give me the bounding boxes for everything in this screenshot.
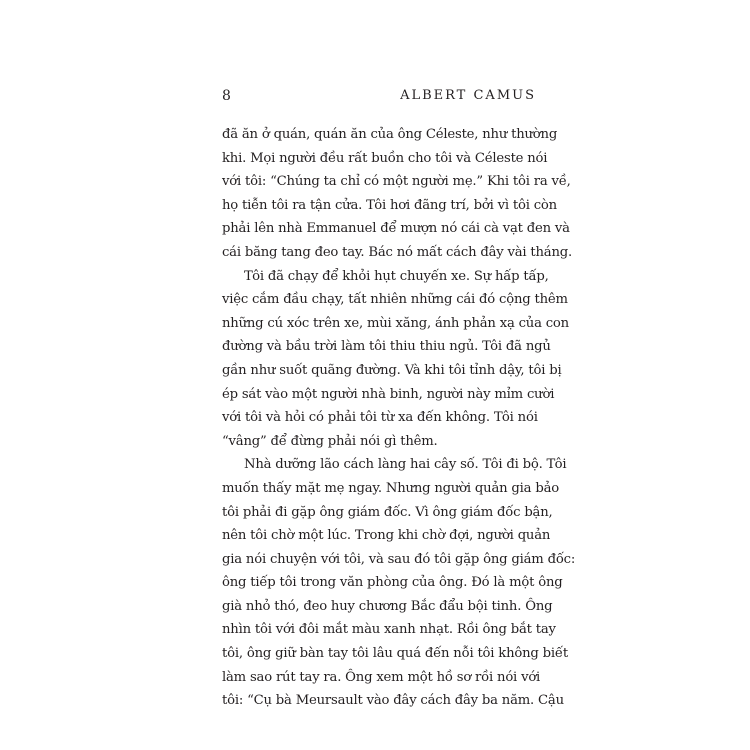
text-line: đường và bầu trời làm tôi thiu thiu ngủ. Tôi đã ngủ xyxy=(222,339,551,355)
text-line: làm sao rút tay ra. Ông xem một hồ sơ rồi nói với xyxy=(222,669,541,685)
text-line: phải lên nhà Emmanuel để mượn nó cái cà vạt đen và xyxy=(222,221,570,237)
text-line: với tôi: “Chúng ta chỉ có một người mẹ.” Khi tôi ra về, xyxy=(222,174,571,190)
text-line: những cú xóc trên xe, mùi xăng, ánh phản xạ của con xyxy=(222,315,569,331)
text-line: họ tiễn tôi ra tận cửa. Tôi hơi đãng trí, bởi vì tôi còn xyxy=(222,197,557,213)
text-line: tôi, ông giữ bàn tay tôi lâu quá đến nỗi tôi không biết xyxy=(222,646,568,662)
text-line: với tôi và hỏi có phải tôi từ xa đến không. Tôi nói xyxy=(222,410,538,426)
paragraph-end-line: “vâng” để đừng phải nói gì thêm. xyxy=(222,433,438,449)
body-text xyxy=(222,123,576,713)
text-line: tôi: “Cụ bà Meursault vào đây cách đây ba năm. Cậu xyxy=(222,693,564,709)
text-line: đã ăn ở quán, quán ăn của ông Céleste, như thường xyxy=(222,127,558,142)
text-line: tôi phải đi gặp ông giám đốc. Vì ông giám đốc bận, xyxy=(222,504,553,520)
text-line: nhìn tôi với đôi mắt màu xanh nhạt. Rồi ông bắt tay xyxy=(222,622,556,638)
page-number: 8 xyxy=(222,88,232,104)
text-line: nên tôi chờ một lúc. Trong khi chờ đợi, người quản xyxy=(222,528,551,544)
text-line: già nhỏ thó, đeo huy chương Bắc đẩu bội tinh. Ông xyxy=(222,598,553,614)
text-line: gần như suốt quãng đường. Và khi tôi tỉnh dậy, tôi bị xyxy=(222,362,562,378)
text-line: khi. Mọi người đều rất buồn cho tôi và Céleste nói xyxy=(222,150,548,166)
text-line: việc cắm đầu chạy, tất nhiên những cái đó cộng thêm xyxy=(222,292,568,308)
running-head: ALBERT CAMUS xyxy=(400,88,536,103)
text-line: ông tiếp tôi trong văn phòng của ông. Đó là một ông xyxy=(222,575,563,591)
text-line: cái băng tang đeo tay. Bác nó mất cách đây vài tháng. xyxy=(222,244,573,260)
text-line: muốn thấy mặt mẹ ngay. Nhưng người quản gia bảo xyxy=(222,480,559,496)
text-line: ép sát vào một người nhà binh, người này mỉm cười xyxy=(222,386,555,402)
text-line: gia nói chuyện với tôi, và sau đó tôi gặp ông giám đốc: xyxy=(222,551,576,567)
paragraph-start-line: Tôi đã chạy để khỏi hụt chuyến xe. Sự hấp tấp, xyxy=(244,268,549,284)
paragraph-start-line: Nhà dưỡng lão cách làng hai cây số. Tôi đi bộ. Tôi xyxy=(244,457,567,473)
